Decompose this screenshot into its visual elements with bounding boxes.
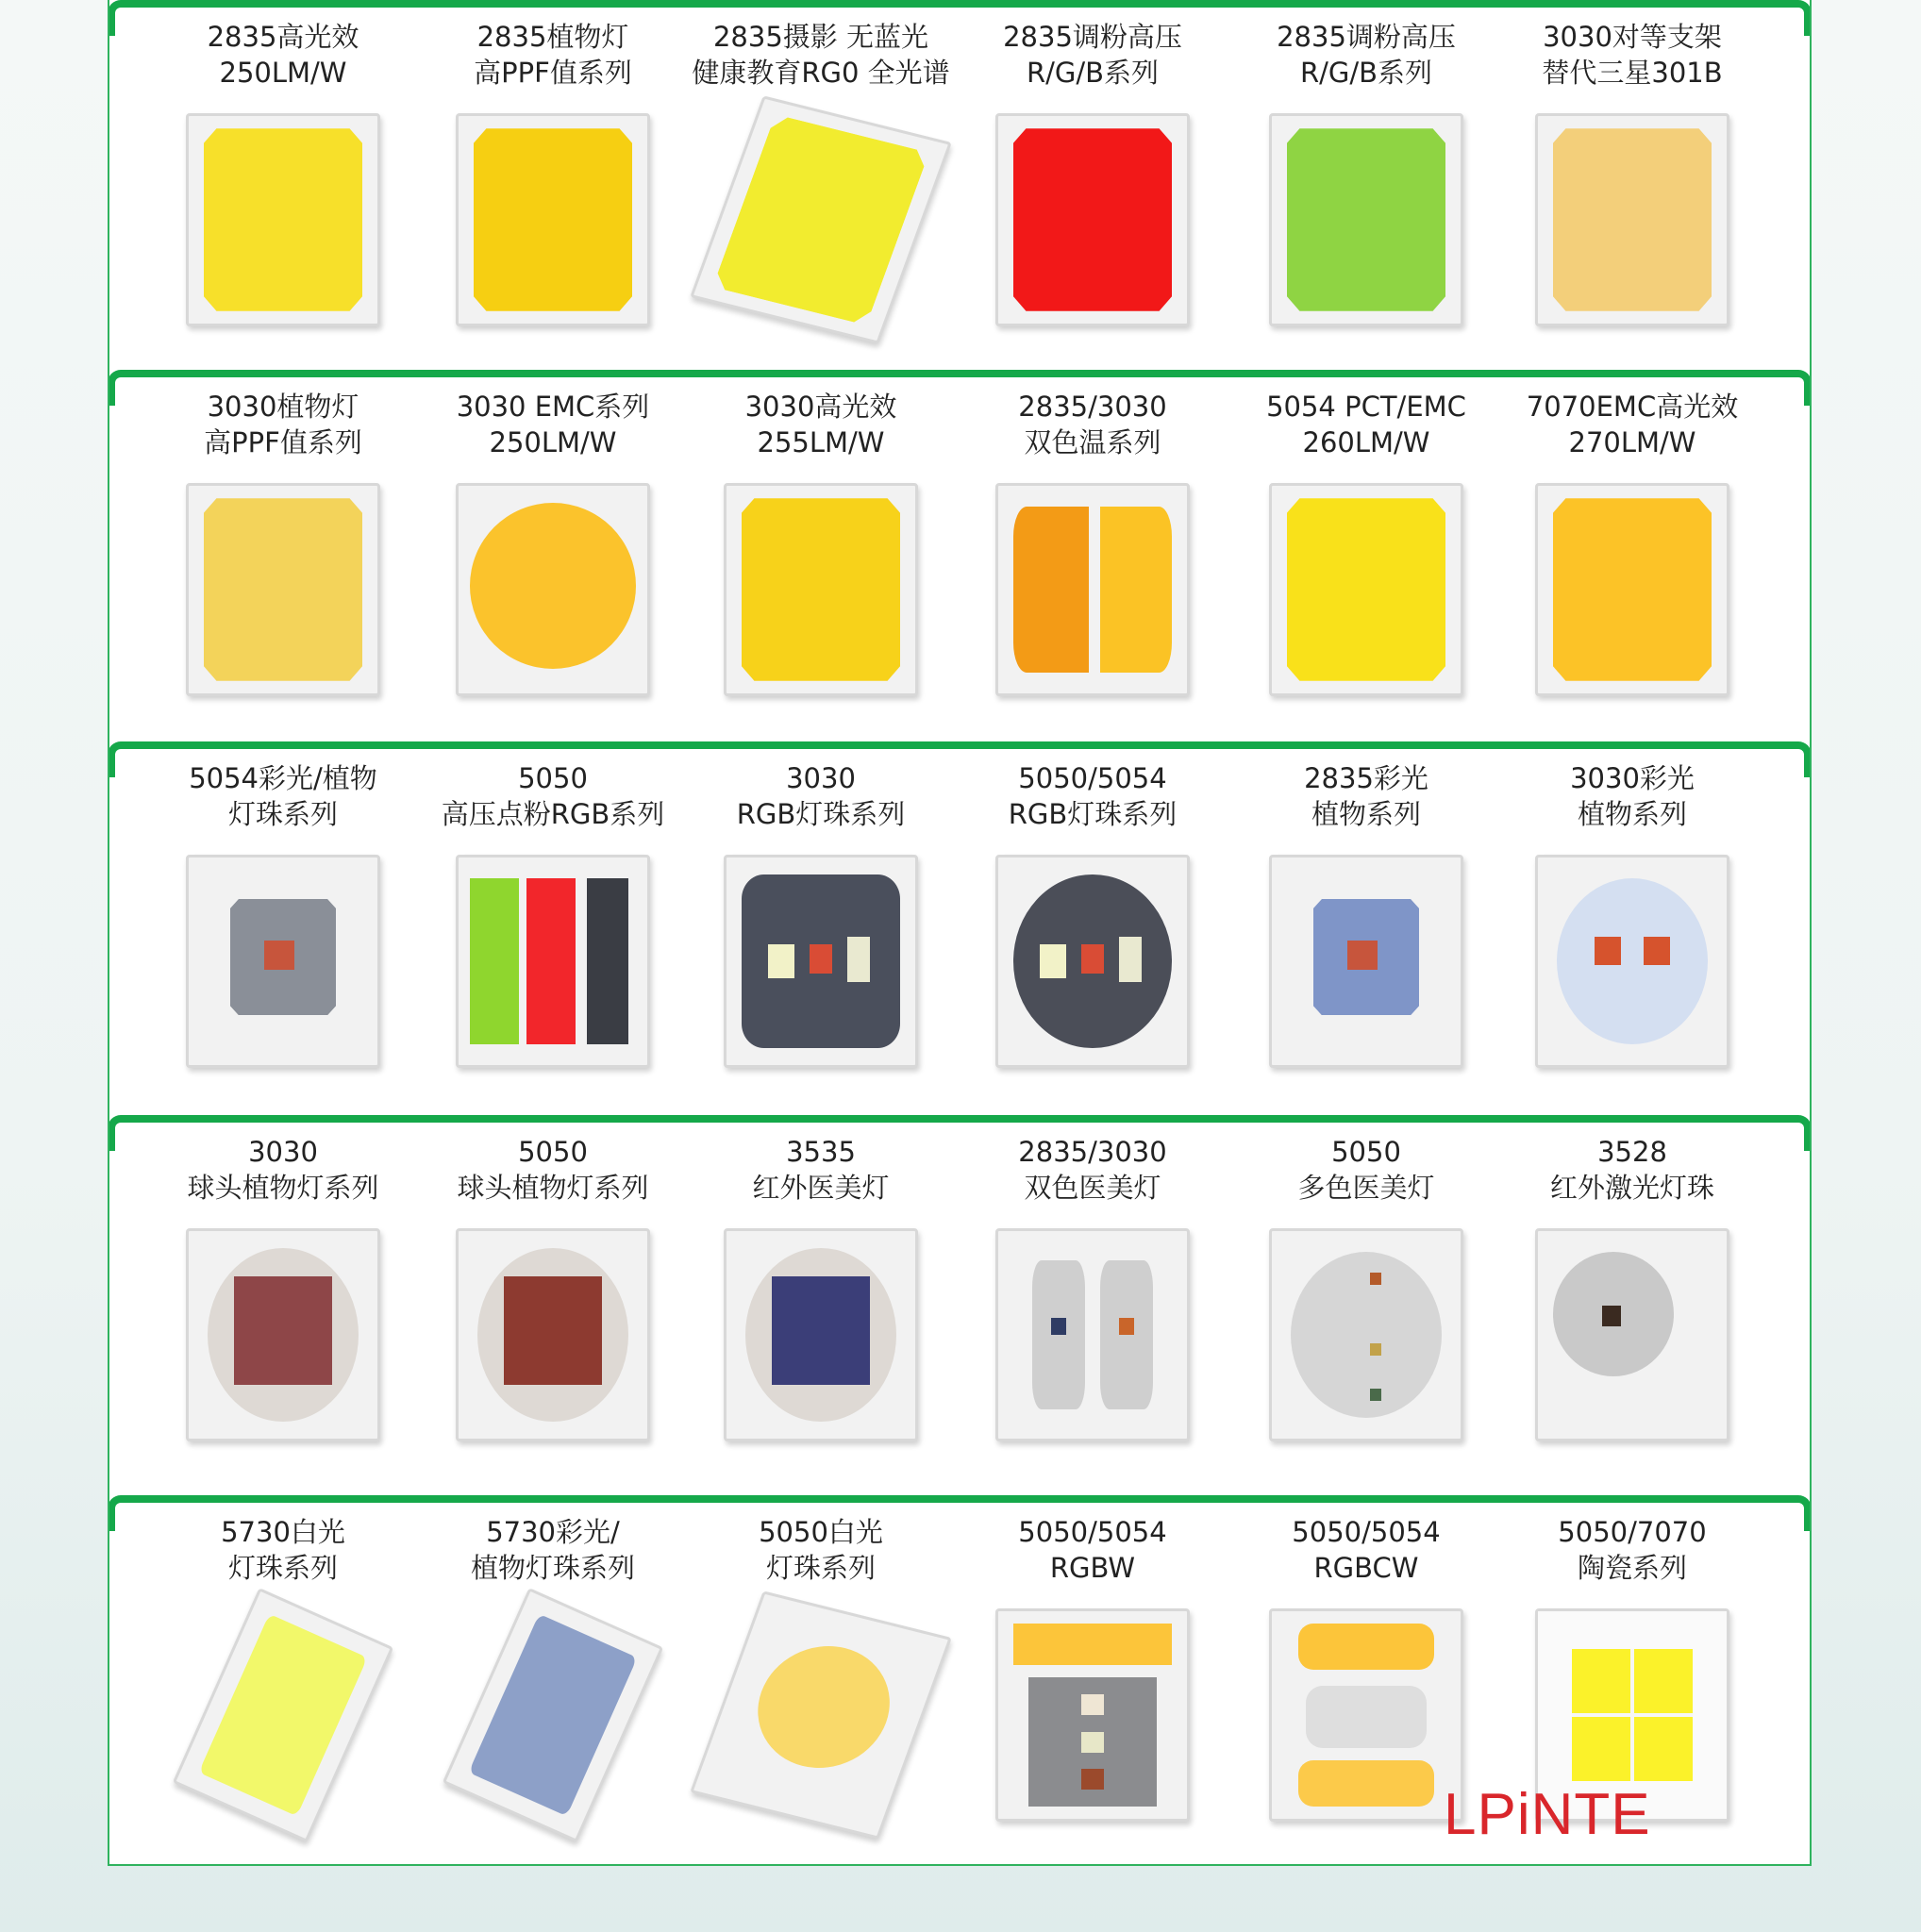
led-chip-image [724, 483, 918, 696]
chip-emitter [1051, 1318, 1066, 1335]
chip-divider [1572, 1713, 1693, 1717]
product-label [1495, 1514, 1769, 1588]
led-chip-image [173, 1588, 393, 1842]
product-item[interactable] [416, 1134, 690, 1486]
chip-emitter [768, 944, 794, 977]
product-label-line1: 2835摄影 无蓝光 [712, 21, 929, 53]
product-item[interactable] [416, 19, 690, 360]
product-label [1229, 19, 1503, 92]
panel-border-right [1810, 741, 1812, 1115]
chip-phosphor [742, 498, 900, 681]
product-item[interactable] [956, 19, 1229, 360]
product-label-line1: 5050 [518, 1136, 588, 1168]
product-label [684, 1134, 958, 1208]
product-label [684, 389, 958, 462]
product-label [684, 1514, 958, 1588]
chip-phosphor [204, 498, 362, 681]
product-label-line1: 3030植物灯 [207, 391, 359, 423]
product-panel [109, 370, 1810, 741]
product-item[interactable] [146, 389, 420, 732]
product-label [1229, 1514, 1503, 1588]
chip-cavity [1291, 1252, 1442, 1418]
panel-border-left [108, 1115, 109, 1495]
chip-die-pad [1557, 878, 1708, 1044]
product-label-line2: 260LM/W [1302, 426, 1430, 458]
chip-emitter [234, 1276, 332, 1384]
chip-emitter [1602, 1306, 1621, 1326]
led-chip-image [443, 1588, 663, 1842]
panel-border-left [108, 1495, 109, 1866]
product-label-line2: 灯珠系列 [765, 1552, 876, 1584]
led-chip-image [456, 855, 650, 1068]
product-label-line2: 灯珠系列 [227, 1552, 338, 1584]
led-chip-image [995, 855, 1190, 1068]
product-label-line2: 植物系列 [1577, 798, 1687, 830]
chip-emitter [1081, 1694, 1104, 1715]
product-label-line2: 250LM/W [489, 426, 617, 458]
product-label-line1: 5050/5054 [1292, 1516, 1441, 1548]
chip-phosphor [1553, 128, 1712, 311]
led-chip-image [1535, 483, 1729, 696]
chip-emitter [1347, 941, 1378, 970]
product-item[interactable] [146, 760, 420, 1106]
product-label-line1: 5050 [518, 762, 588, 794]
product-label-line2: 球头植物灯系列 [457, 1172, 649, 1204]
product-label-line2: 红外激光灯珠 [1549, 1172, 1714, 1204]
product-item[interactable] [1229, 760, 1503, 1106]
brand-logo: LPiNTE [1444, 1782, 1651, 1847]
product-item[interactable] [416, 389, 690, 732]
product-label [416, 389, 690, 462]
led-chip-image [1269, 483, 1463, 696]
product-label [146, 389, 420, 462]
led-chip-image [1535, 855, 1729, 1068]
product-label-line2: 多色医美灯 [1297, 1172, 1435, 1204]
led-chip-image [995, 1608, 1190, 1822]
product-label [416, 1514, 690, 1588]
panel-border-left [108, 370, 109, 741]
product-item[interactable] [684, 19, 958, 360]
chip-phosphor [204, 128, 362, 311]
chip-emitter [1119, 937, 1142, 982]
chip-phosphor [712, 114, 929, 325]
product-label [146, 19, 420, 92]
product-label-line2: R/G/B系列 [1026, 57, 1160, 89]
led-chip-image [456, 1228, 650, 1441]
product-label-line2: 灯珠系列 [227, 798, 338, 830]
product-item[interactable] [684, 1514, 958, 1857]
product-label-line2: 植物灯珠系列 [470, 1552, 635, 1584]
product-label-line1: 5050 [1331, 1136, 1401, 1168]
product-label [1495, 19, 1769, 92]
product-item[interactable] [684, 1134, 958, 1486]
chip-emitter [1595, 937, 1621, 966]
product-item[interactable] [146, 19, 420, 360]
chip-emitter [1644, 937, 1670, 966]
chip-green-strip [470, 878, 519, 1044]
product-label-line1: 5050白光 [759, 1516, 883, 1548]
product-label-line1: 5054彩光/植物 [189, 762, 377, 794]
product-item[interactable] [684, 389, 958, 732]
panel-border-bottom [108, 1864, 1812, 1866]
panel-border-right [1810, 1115, 1812, 1495]
led-chip-image [456, 483, 650, 696]
product-label [416, 760, 690, 834]
chip-warm-segment [1298, 1760, 1434, 1806]
product-label-line2: 红外医美灯 [752, 1172, 890, 1204]
product-item[interactable] [956, 1514, 1229, 1857]
product-panel [109, 0, 1810, 370]
chip-phosphor [1013, 128, 1172, 311]
panel-border-right [1810, 370, 1812, 741]
product-label [1495, 760, 1769, 834]
product-label [956, 760, 1229, 834]
product-label [956, 1134, 1229, 1208]
product-label-line2: 250LM/W [219, 57, 347, 89]
product-label-line1: 2835调粉高压 [1003, 21, 1182, 53]
product-label-line1: 3030 [786, 762, 856, 794]
led-chip-image [690, 95, 952, 343]
chip-emitter [1081, 944, 1104, 974]
product-label-line1: 2835植物灯 [476, 21, 629, 53]
chip-phosphor [1553, 498, 1712, 681]
product-item[interactable] [956, 389, 1229, 732]
chip-emitter [1081, 1732, 1104, 1753]
led-chip-image [186, 483, 380, 696]
panel-border-right [1810, 1495, 1812, 1866]
chip-emitter [1040, 944, 1066, 977]
product-label-line2: RGBW [1049, 1552, 1136, 1584]
product-label-line1: 3030高光效 [744, 391, 897, 423]
chip-phosphor-warm [1013, 507, 1089, 673]
product-label-line1: 3528 [1597, 1136, 1667, 1168]
product-label-line2: 高PPF值系列 [204, 426, 362, 458]
product-label-line1: 2835高光效 [207, 21, 359, 53]
product-label-line2: 替代三星301B [1542, 57, 1723, 89]
product-item[interactable] [1495, 760, 1769, 1106]
product-label-line2: RGBCW [1313, 1552, 1419, 1584]
chip-phosphor [470, 503, 636, 669]
chip-emitter [1370, 1343, 1381, 1356]
led-chip-image [724, 855, 918, 1068]
product-label-line2: 植物系列 [1311, 798, 1421, 830]
chip-cavity [1100, 1260, 1153, 1409]
led-chip-image [186, 1228, 380, 1441]
product-label-line1: 5050/7070 [1558, 1516, 1707, 1548]
product-label [956, 19, 1229, 92]
led-chip-image [1535, 113, 1729, 326]
chip-phosphor-cool [1100, 507, 1172, 673]
product-label [1229, 1134, 1503, 1208]
product-item[interactable] [416, 760, 690, 1106]
product-label-line2: R/G/B系列 [1299, 57, 1433, 89]
chip-cavity [1032, 1260, 1085, 1409]
product-label-line2: 高PPF值系列 [474, 57, 632, 89]
led-chip-image [1269, 855, 1463, 1068]
product-label [416, 19, 690, 92]
led-chip-image [690, 1591, 952, 1839]
panel-border-right [1810, 0, 1812, 370]
product-label [1495, 389, 1769, 462]
product-label-line2: 双色温系列 [1024, 426, 1161, 458]
chip-emitter [264, 941, 294, 970]
product-item[interactable] [416, 1514, 690, 1857]
product-label-line1: 5730白光 [221, 1516, 345, 1548]
product-item[interactable] [1229, 19, 1503, 360]
led-chip-image [186, 113, 380, 326]
product-label-line2: 双色医美灯 [1024, 1172, 1161, 1204]
product-label [1229, 760, 1503, 834]
product-label [416, 1134, 690, 1208]
product-item[interactable] [684, 760, 958, 1106]
chip-die-pad [587, 878, 628, 1044]
product-item[interactable] [956, 760, 1229, 1106]
product-label-line1: 2835/3030 [1018, 1136, 1167, 1168]
led-chip-image [1269, 1608, 1463, 1822]
product-label [956, 389, 1229, 462]
chip-emitter [847, 937, 870, 982]
product-label-line1: 5054 PCT/EMC [1266, 391, 1466, 423]
chip-phosphor [1287, 498, 1445, 681]
product-item[interactable] [146, 1514, 420, 1857]
chip-emitter [504, 1276, 602, 1384]
led-chip-image [186, 855, 380, 1068]
chip-emitter [1119, 1318, 1134, 1335]
product-item[interactable] [1495, 389, 1769, 732]
product-label-line2: 255LM/W [757, 426, 885, 458]
product-label-line1: 3030对等支架 [1543, 21, 1722, 53]
product-label [956, 1514, 1229, 1588]
product-label-line1: 3535 [786, 1136, 856, 1168]
led-chip-image [1535, 1228, 1729, 1441]
product-label-line1: 3030彩光 [1570, 762, 1695, 794]
product-label [146, 760, 420, 834]
product-item[interactable] [1495, 19, 1769, 360]
product-label-line1: 5730彩光/ [486, 1516, 620, 1548]
chip-phosphor [1287, 128, 1445, 311]
product-label-line2: 陶瓷系列 [1577, 1552, 1687, 1584]
led-chip-image [995, 113, 1190, 326]
product-label-line2: 270LM/W [1568, 426, 1696, 458]
product-label-line1: 5050/5054 [1018, 762, 1167, 794]
led-chip-image [995, 1228, 1190, 1441]
chip-die-pad [1306, 1686, 1427, 1748]
product-item[interactable] [1229, 389, 1503, 732]
chip-emitter [1370, 1389, 1381, 1401]
chip-emitter [772, 1276, 870, 1384]
chip-phosphor [740, 1633, 907, 1782]
led-chip-image [456, 113, 650, 326]
led-chip-image [724, 1228, 918, 1441]
product-label-line1: 5050/5054 [1018, 1516, 1167, 1548]
product-item[interactable] [146, 1134, 420, 1486]
chip-emitter [810, 944, 832, 974]
chip-emitter [1081, 1769, 1104, 1790]
product-label-line2: 球头植物灯系列 [187, 1172, 379, 1204]
product-label-line2: RGB灯珠系列 [736, 798, 906, 830]
product-label [1229, 389, 1503, 462]
product-label-line1: 3030 EMC系列 [456, 391, 650, 423]
product-label-line1: 3030 [248, 1136, 318, 1168]
product-label-line1: 7070EMC高光效 [1526, 391, 1739, 423]
product-label-line1: 2835调粉高压 [1277, 21, 1456, 53]
product-label [684, 760, 958, 834]
chip-phosphor [468, 1613, 637, 1816]
chip-white-segment [1013, 1624, 1172, 1665]
chip-red-strip [526, 878, 576, 1044]
product-label-line2: 健康教育RG0 全光谱 [692, 57, 950, 89]
product-label [146, 1134, 420, 1208]
product-label [1495, 1134, 1769, 1208]
product-panel [109, 741, 1810, 1115]
chip-cool-segment [1298, 1624, 1434, 1669]
product-label-line1: 2835彩光 [1304, 762, 1428, 794]
product-item[interactable] [956, 1134, 1229, 1486]
product-item[interactable] [1495, 1134, 1769, 1486]
panel-border-left [108, 741, 109, 1115]
chip-emitter [1370, 1273, 1381, 1285]
chip-phosphor [474, 128, 632, 311]
led-chip-image [1269, 113, 1463, 326]
led-chip-image [995, 483, 1190, 696]
product-label-line2: RGB灯珠系列 [1008, 798, 1178, 830]
panel-border-left [108, 0, 109, 370]
product-panel [109, 1115, 1810, 1495]
product-label-line1: 2835/3030 [1018, 391, 1167, 423]
product-label [146, 1514, 420, 1588]
product-item[interactable] [1229, 1134, 1503, 1486]
product-label-line2: 高压点粉RGB系列 [441, 798, 665, 830]
product-label [684, 19, 958, 92]
led-chip-image [1269, 1228, 1463, 1441]
chip-phosphor [198, 1613, 367, 1816]
